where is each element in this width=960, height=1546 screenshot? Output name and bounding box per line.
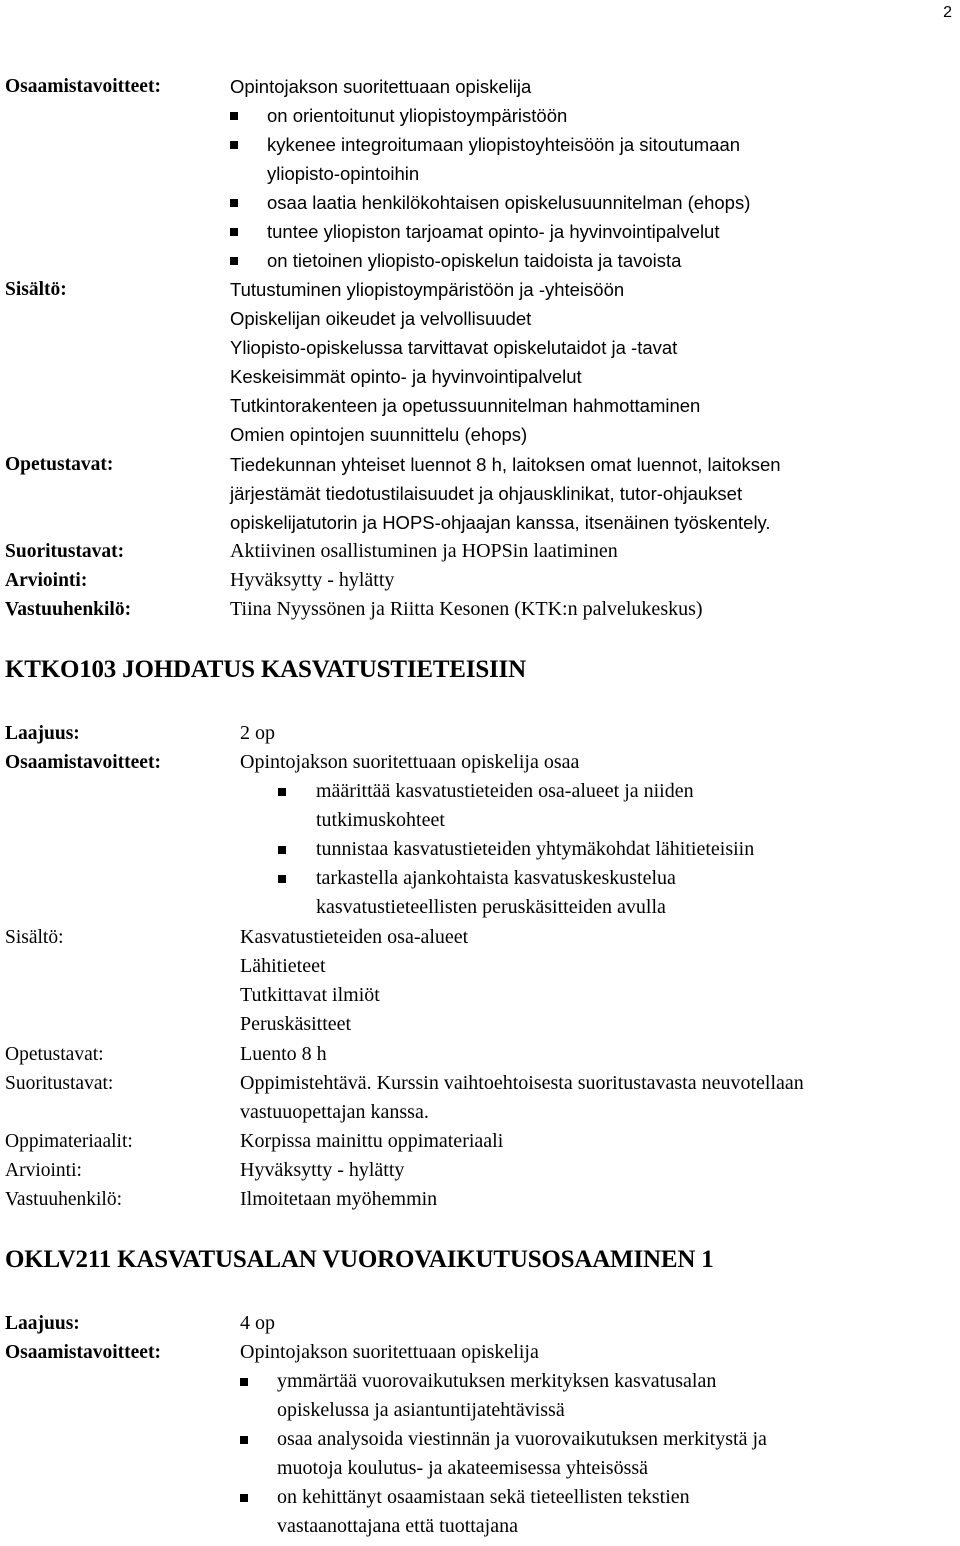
- list-item: tunnistaa kasvatustieteiden yhtymäkohdat lähitieteisiin: [316, 838, 755, 860]
- laajuus-label: Laajuus:: [5, 1313, 80, 1334]
- bullet-icon: [230, 199, 238, 207]
- sisalto-line: Tutustuminen yliopistoympäristöön ja -yhteisöön: [230, 279, 625, 300]
- opetustavat-line: järjestämät tiedotustilaisuudet ja ohjausklinikat, tutor-ohjaukset: [230, 483, 743, 504]
- list-item-continuation: muotoja koulutus- ja akateemisessa yhteisössä: [277, 1457, 649, 1479]
- list-item: on tietoinen yliopisto-opiskelun taidoista ja tavoista: [267, 250, 682, 271]
- oppimateriaalit-value: Korpissa mainittu oppimateriaali: [240, 1130, 504, 1152]
- vastuuhenkilo-value: Tiina Nyyssönen ja Riitta Kesonen (KTK:n palvelukeskus): [230, 598, 703, 620]
- list-item: on kehittänyt osaamistaan sekä tieteellisten tekstien: [277, 1486, 690, 1508]
- sisalto-line: Tutkittavat ilmiöt: [240, 984, 380, 1006]
- opetustavat-label: Opetustavat:: [5, 454, 114, 475]
- course-heading-ktko103: KTKO103 JOHDATUS KASVATUSTIETEISIIN: [5, 656, 526, 683]
- sisalto-line: Yliopisto-opiskelussa tarvittavat opiskelutaidot ja -tavat: [230, 337, 678, 358]
- sisalto-line: Omien opintojen suunnittelu (ehops): [230, 424, 528, 445]
- opetustavat-line: Tiedekunnan yhteiset luennot 8 h, laitoksen omat luennot, laitoksen: [230, 454, 781, 475]
- bullet-icon: [278, 875, 286, 883]
- suoritustavat-label: Suoritustavat:: [5, 541, 125, 562]
- bullet-icon: [230, 141, 238, 149]
- suoritustavat-label: Suoritustavat:: [5, 1073, 114, 1094]
- osaamistavoitteet-intro: Opintojakson suoritettuaan opiskelija osaa: [240, 751, 580, 773]
- list-item: osaa analysoida viestinnän ja vuorovaikutuksen merkitystä ja: [277, 1428, 767, 1450]
- list-item: ymmärtää vuorovaikutuksen merkityksen kasvatusalan: [277, 1370, 717, 1392]
- oppimateriaalit-label: Oppimateriaalit:: [5, 1131, 133, 1152]
- sisalto-label: Sisältö:: [5, 279, 67, 300]
- arviointi-label: Arviointi:: [5, 570, 88, 591]
- sisalto-line: Kasvatustieteiden osa-alueet: [240, 926, 469, 948]
- vastuuhenkilo-label: Vastuuhenkilö:: [5, 599, 132, 620]
- sisalto-label: Sisältö:: [5, 927, 64, 948]
- sisalto-line: Peruskäsitteet: [240, 1013, 352, 1035]
- list-item: määrittää kasvatustieteiden osa-alueet ja niiden: [316, 780, 694, 802]
- osaamistavoitteet-label: Osaamistavoitteet:: [5, 76, 161, 97]
- list-item: on orientoitunut yliopistoympäristöön: [267, 105, 568, 126]
- suoritustavat-line: Oppimistehtävä. Kurssin vaihtoehtoisesta suoritustavasta neuvotellaan: [240, 1072, 804, 1094]
- list-item-continuation: vastaanottajana että tuottajana: [277, 1515, 518, 1537]
- bullet-icon: [230, 257, 238, 265]
- list-item-continuation: opiskelussa ja asiantuntijatehtävissä: [277, 1399, 565, 1421]
- list-item: kykenee integroitumaan yliopistoyhteisöön ja sitoutumaan: [267, 134, 741, 155]
- opetustavat-value: Luento 8 h: [240, 1043, 327, 1065]
- bullet-icon: [240, 1494, 248, 1502]
- bullet-icon: [278, 788, 286, 796]
- bullet-icon: [240, 1378, 248, 1386]
- vastuuhenkilo-label: Vastuuhenkilö:: [5, 1189, 122, 1210]
- arviointi-value: Hyväksytty - hylätty: [240, 1159, 405, 1181]
- arviointi-value: Hyväksytty - hylätty: [230, 569, 395, 591]
- suoritustavat-value: Aktiivinen osallistuminen ja HOPSin laatiminen: [230, 540, 618, 562]
- laajuus-value: 4 op: [240, 1312, 275, 1334]
- osaamistavoitteet-label: Osaamistavoitteet:: [5, 752, 161, 773]
- list-item-continuation: tutkimuskohteet: [316, 809, 445, 831]
- sisalto-line: Lähitieteet: [240, 955, 326, 977]
- suoritustavat-line: vastuuopettajan kanssa.: [240, 1101, 429, 1123]
- sisalto-line: Opiskelijan oikeudet ja velvollisuudet: [230, 308, 532, 329]
- opetustavat-line: opiskelijatutorin ja HOPS-ohjaajan kanssa, itsenäinen työskentely.: [230, 512, 771, 533]
- osaamistavoitteet-intro: Opintojakson suoritettuaan opiskelija: [230, 76, 532, 97]
- course-heading-oklv211: OKLV211 KASVATUSALAN VUOROVAIKUTUSOSAAMINEN 1: [5, 1246, 714, 1273]
- opetustavat-label: Opetustavat:: [5, 1044, 104, 1065]
- page-number: 2: [943, 4, 952, 21]
- osaamistavoitteet-intro: Opintojakson suoritettuaan opiskelija: [240, 1341, 539, 1363]
- bullet-icon: [230, 112, 238, 120]
- sisalto-line: Tutkintorakenteen ja opetussuunnitelman hahmottaminen: [230, 395, 701, 416]
- list-item: osaa laatia henkilökohtaisen opiskelusuunnitelman (ehops): [267, 192, 751, 213]
- bullet-icon: [230, 228, 238, 236]
- list-item-continuation: kasvatustieteellisten peruskäsitteiden avulla: [316, 896, 666, 918]
- arviointi-label: Arviointi:: [5, 1160, 82, 1181]
- laajuus-label: Laajuus:: [5, 723, 80, 744]
- osaamistavoitteet-label: Osaamistavoitteet:: [5, 1342, 161, 1363]
- list-item-continuation: yliopisto-opintoihin: [267, 163, 420, 184]
- sisalto-line: Keskeisimmät opinto- ja hyvinvointipalvelut: [230, 366, 582, 387]
- vastuuhenkilo-value: Ilmoitetaan myöhemmin: [240, 1188, 438, 1210]
- laajuus-value: 2 op: [240, 722, 275, 744]
- list-item: tuntee yliopiston tarjoamat opinto- ja hyvinvointipalvelut: [267, 221, 720, 242]
- list-item: tarkastella ajankohtaista kasvatuskeskustelua: [316, 867, 676, 889]
- bullet-icon: [240, 1436, 248, 1444]
- bullet-icon: [278, 846, 286, 854]
